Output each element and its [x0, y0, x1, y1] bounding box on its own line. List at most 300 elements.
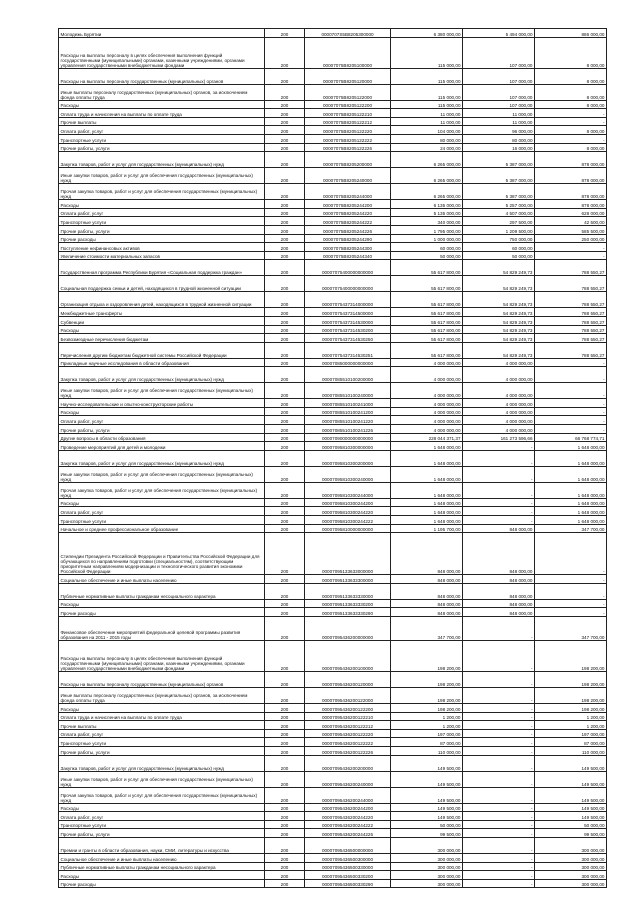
row-kbk-cell: 00007095436200244226	[305, 829, 391, 838]
row-kbk-cell: 00007095133633300000	[305, 575, 391, 584]
row-approved-cell: 55 617 800,00	[391, 260, 463, 276]
row-kbk-cell: 00007095436200200000	[305, 755, 391, 771]
row-executed-cell: 54 829 249,73	[463, 325, 535, 334]
row-approved-cell: 50 000,00	[391, 251, 463, 260]
row-kbk-cell: 00007095436200122226	[305, 746, 391, 755]
row-code-cell: 200	[265, 721, 305, 730]
row-unexecuted-cell: 1 648 000,00	[535, 442, 607, 451]
row-kbk-cell: 00007075В8205244226	[305, 225, 391, 234]
row-unexecuted-cell: -	[535, 358, 607, 367]
row-kbk-cell: 00007095436200122210	[305, 712, 391, 721]
row-code-cell: 200	[265, 641, 305, 672]
row-code-cell: 200	[265, 862, 305, 871]
row-unexecuted-cell: 1 200,00	[535, 712, 607, 721]
row-unexecuted-cell: 886 000,00	[535, 29, 607, 38]
row-kbk-cell: 00007095133633000000	[305, 533, 391, 575]
row-approved-cell: 1 200,00	[391, 721, 463, 730]
row-approved-cell: 4 000 000,00	[391, 416, 463, 425]
row-code-cell: 200	[265, 334, 305, 343]
row-executed-cell: -	[463, 507, 535, 516]
row-unexecuted-cell: 8 000,00	[535, 143, 607, 152]
table-row	[59, 68, 607, 84]
row-code-cell: 200	[265, 533, 305, 575]
table-row	[59, 442, 607, 451]
row-approved-cell: 149 500,00	[391, 755, 463, 771]
row-name-cell: Расходы	[59, 498, 265, 507]
table-row	[59, 712, 607, 721]
row-unexecuted-cell: 1 648 000,00	[535, 466, 607, 482]
table-row	[59, 109, 607, 118]
expenses-table-body	[59, 29, 607, 888]
row-approved-cell: 55 617 800,00	[391, 342, 463, 358]
row-unexecuted-cell: 197 000,00	[535, 729, 607, 738]
row-name-cell: Межбюджетные трансферты	[59, 308, 265, 317]
row-name-cell: Другие вопросы в области образования	[59, 433, 265, 442]
row-executed-cell: -	[463, 787, 535, 803]
row-executed-cell: -	[463, 641, 535, 672]
row-executed-cell: -	[463, 729, 535, 738]
row-unexecuted-cell: 198 200,00	[535, 704, 607, 713]
row-unexecuted-cell: 1 648 000,00	[535, 498, 607, 507]
table-row	[59, 243, 607, 252]
row-kbk-cell: 00007075В8205122212	[305, 117, 391, 126]
table-row	[59, 399, 607, 408]
row-unexecuted-cell: -	[535, 425, 607, 434]
row-unexecuted-cell: 1 648 000,00	[535, 450, 607, 466]
row-code-cell: 200	[265, 126, 305, 135]
row-kbk-cell: 00007075В8205100000	[305, 37, 391, 68]
row-approved-cell: 198 200,00	[391, 641, 463, 672]
row-code-cell: 200	[265, 243, 305, 252]
budget-report-sheet	[58, 28, 606, 888]
row-kbk-cell: 00007085510100241000	[305, 399, 391, 408]
row-unexecuted-cell: 300 000,00	[535, 879, 607, 888]
row-code-cell: 200	[265, 316, 305, 325]
row-approved-cell: 4 000 000,00	[391, 383, 463, 399]
row-approved-cell: 848 000,00	[391, 575, 463, 584]
row-kbk-cell: 00007095810300244222	[305, 516, 391, 525]
row-name-cell: Расходы на выплаты персоналу государственных (муниципальных) органов	[59, 68, 265, 84]
table-row	[59, 871, 607, 880]
table-row	[59, 168, 607, 184]
table-row	[59, 450, 607, 466]
row-executed-cell: 107 000,00	[463, 100, 535, 109]
row-kbk-cell: 00007075437314500000	[305, 308, 391, 317]
row-approved-cell: 55 617 800,00	[391, 292, 463, 308]
row-executed-cell: 16 000,00	[463, 143, 535, 152]
row-code-cell: 200	[265, 712, 305, 721]
row-code-cell: 200	[265, 367, 305, 383]
row-approved-cell: 55 617 800,00	[391, 334, 463, 343]
row-code-cell: 200	[265, 184, 305, 200]
table-row	[59, 862, 607, 871]
row-approved-cell: 24 000,00	[391, 143, 463, 152]
row-unexecuted-cell: 788 550,27	[535, 325, 607, 334]
row-kbk-cell: 00007095810300200000	[305, 450, 391, 466]
row-executed-cell: 60 000,00	[463, 243, 535, 252]
row-executed-cell: 161 273 596,66	[463, 433, 535, 442]
row-approved-cell: 115 000,00	[391, 84, 463, 100]
row-executed-cell: 54 829 249,73	[463, 308, 535, 317]
row-approved-cell: 99 500,00	[391, 829, 463, 838]
row-executed-cell: 1 209 500,00	[463, 225, 535, 234]
row-executed-cell: 848 000,00	[463, 608, 535, 617]
row-approved-cell: 848 000,00	[391, 599, 463, 608]
row-code-cell: 200	[265, 276, 305, 292]
row-kbk-cell: 0000707S5B8205300000	[305, 29, 391, 38]
row-unexecuted-cell: 788 550,27	[535, 260, 607, 276]
row-name-cell: Оплата работ, услуг	[59, 416, 265, 425]
row-name-cell: Транспортные услуги	[59, 134, 265, 143]
row-approved-cell: 55 617 800,00	[391, 325, 463, 334]
row-code-cell: 200	[265, 358, 305, 367]
row-approved-cell: 11 000,00	[391, 109, 463, 118]
row-executed-cell: -	[463, 837, 535, 853]
row-kbk-cell: 00007085510100241226	[305, 425, 391, 434]
row-approved-cell: 5 135 000,00	[391, 208, 463, 217]
row-unexecuted-cell: 149 500,00	[535, 812, 607, 821]
row-kbk-cell: 00007075437314530250	[305, 334, 391, 343]
row-approved-cell: 1 648 000,00	[391, 482, 463, 498]
expenses-table	[58, 28, 607, 888]
row-approved-cell: 4 000 000,00	[391, 367, 463, 383]
row-approved-cell: 198 200,00	[391, 672, 463, 688]
row-code-cell: 200	[265, 117, 305, 126]
row-approved-cell: 6 265 000,00	[391, 184, 463, 200]
row-approved-cell: 1 000 000,00	[391, 234, 463, 243]
row-code-cell: 200	[265, 599, 305, 608]
table-row	[59, 879, 607, 888]
row-unexecuted-cell: 788 550,27	[535, 292, 607, 308]
row-name-cell: Начальное и среднее профессиональное образование	[59, 524, 265, 533]
row-kbk-cell: 00007095810300240000	[305, 466, 391, 482]
row-kbk-cell: 00007095436200100000	[305, 641, 391, 672]
row-unexecuted-cell: 878 000,00	[535, 184, 607, 200]
row-kbk-cell: 00007095436200240000	[305, 771, 391, 787]
row-name-cell: Оплата труда и начисления на выплаты по оплате труда	[59, 712, 265, 721]
row-unexecuted-cell: -	[535, 243, 607, 252]
row-executed-cell: -	[463, 853, 535, 862]
row-name-cell: Безвозмездные перечисления бюджетам	[59, 334, 265, 343]
table-row	[59, 829, 607, 838]
row-unexecuted-cell: -	[535, 367, 607, 383]
table-row	[59, 583, 607, 599]
row-code-cell: 200	[265, 37, 305, 68]
row-code-cell: 200	[265, 200, 305, 209]
row-unexecuted-cell: -	[535, 575, 607, 584]
table-row	[59, 738, 607, 747]
row-kbk-cell: 00007095436200122000	[305, 688, 391, 704]
row-code-cell: 200	[265, 524, 305, 533]
row-executed-cell: -	[463, 721, 535, 730]
row-kbk-cell: 00007095436500300000	[305, 853, 391, 862]
row-name-cell: Расходы	[59, 200, 265, 209]
row-name-cell: Расходы	[59, 704, 265, 713]
row-approved-cell: 300 000,00	[391, 837, 463, 853]
row-code-cell: 200	[265, 383, 305, 399]
table-row	[59, 225, 607, 234]
row-name-cell: Транспортные услуги	[59, 738, 265, 747]
row-kbk-cell: 00007075В8205240000	[305, 168, 391, 184]
row-unexecuted-cell: 788 550,27	[535, 342, 607, 358]
row-name-cell: Поступление нефинансовых активов	[59, 243, 265, 252]
row-code-cell: 200	[265, 442, 305, 451]
row-name-cell: Расходы	[59, 803, 265, 812]
table-row	[59, 208, 607, 217]
row-executed-cell: -	[463, 450, 535, 466]
row-kbk-cell: 00007075В8205244220	[305, 208, 391, 217]
row-kbk-cell: 00007095436200120000	[305, 672, 391, 688]
table-row	[59, 482, 607, 498]
row-name-cell: Прочая закупка товаров, работ и услуг для обеспечения государственных (муниципальных) нужд	[59, 787, 265, 803]
row-kbk-cell: 00007075400000000000	[305, 276, 391, 292]
row-kbk-cell: 00007095436200122200	[305, 704, 391, 713]
row-name-cell: Иные закупки товаров, работ и услуг для обеспечения государственных (муниципальных) нужд	[59, 771, 265, 787]
row-approved-cell: 848 000,00	[391, 583, 463, 599]
row-executed-cell: -	[463, 738, 535, 747]
table-row	[59, 407, 607, 416]
row-name-cell: Прочие выплаты	[59, 117, 265, 126]
table-row	[59, 100, 607, 109]
row-approved-cell: 50 000,00	[391, 820, 463, 829]
table-row	[59, 260, 607, 276]
row-approved-cell: 55 617 800,00	[391, 276, 463, 292]
row-code-cell: 200	[265, 746, 305, 755]
row-code-cell: 200	[265, 820, 305, 829]
row-executed-cell: 5 257 000,00	[463, 200, 535, 209]
row-name-cell: Финансовое обеспечение мероприятий федеральной целевой программы развития образования на 2011 - 2015 годы	[59, 617, 265, 641]
row-approved-cell: 115 000,00	[391, 68, 463, 84]
row-code-cell: 200	[265, 433, 305, 442]
table-row	[59, 200, 607, 209]
row-kbk-cell: 00007095436200122222	[305, 738, 391, 747]
row-executed-cell: 54 829 249,73	[463, 260, 535, 276]
row-code-cell: 200	[265, 217, 305, 226]
row-kbk-cell: 00007075В8205244290	[305, 234, 391, 243]
row-approved-cell: 104 000,00	[391, 126, 463, 135]
row-code-cell: 200	[265, 498, 305, 507]
row-code-cell: 200	[265, 134, 305, 143]
row-name-cell: Иные закупки товаров, работ и услуг для обеспечения государственных (муниципальных) нужд	[59, 168, 265, 184]
table-row	[59, 342, 607, 358]
row-unexecuted-cell: 585 500,00	[535, 225, 607, 234]
row-unexecuted-cell: 1 648 000,00	[535, 516, 607, 525]
table-row	[59, 276, 607, 292]
row-unexecuted-cell: 1 648 000,00	[535, 507, 607, 516]
table-row	[59, 126, 607, 135]
row-unexecuted-cell: 8 000,00	[535, 68, 607, 84]
table-row	[59, 721, 607, 730]
row-approved-cell: 300 000,00	[391, 853, 463, 862]
row-unexecuted-cell: 878 000,00	[535, 168, 607, 184]
row-name-cell: Прочие расходы	[59, 879, 265, 888]
table-row	[59, 803, 607, 812]
row-name-cell: Расходы	[59, 100, 265, 109]
row-executed-cell: 107 000,00	[463, 84, 535, 100]
row-code-cell: 200	[265, 68, 305, 84]
table-row	[59, 383, 607, 399]
row-executed-cell: -	[463, 871, 535, 880]
row-unexecuted-cell: 42 500,00	[535, 217, 607, 226]
row-unexecuted-cell: 198 200,00	[535, 641, 607, 672]
row-unexecuted-cell: 878 000,00	[535, 152, 607, 168]
row-unexecuted-cell: 198 200,00	[535, 688, 607, 704]
row-executed-cell: -	[463, 712, 535, 721]
row-code-cell: 200	[265, 84, 305, 100]
row-code-cell: 200	[265, 29, 305, 38]
row-approved-cell: 6 265 000,00	[391, 168, 463, 184]
table-row	[59, 251, 607, 260]
row-unexecuted-cell: 788 550,27	[535, 276, 607, 292]
row-unexecuted-cell: -	[535, 383, 607, 399]
row-code-cell: 200	[265, 853, 305, 862]
row-executed-cell: 5 494 000,00	[463, 29, 535, 38]
row-unexecuted-cell: 110 000,00	[535, 746, 607, 755]
row-name-cell: Прочие работы, услуги	[59, 746, 265, 755]
row-name-cell: Расходы на выплаты персоналу в целях обеспечения выполнения функций государственными (муниципальными) органами, казенными учреждениями, органами управления государственными внебюджетными фондами	[59, 37, 265, 68]
table-row	[59, 416, 607, 425]
row-executed-cell: -	[463, 746, 535, 755]
row-code-cell: 200	[265, 738, 305, 747]
row-name-cell: Закупка товаров, работ и услуг для государственных (муниципальных) нужд	[59, 450, 265, 466]
row-executed-cell: -	[463, 829, 535, 838]
row-approved-cell: 300 000,00	[391, 862, 463, 871]
row-name-cell: Социальное обеспечение и иные выплаты населению	[59, 575, 265, 584]
row-approved-cell: 1 195 700,00	[391, 524, 463, 533]
row-code-cell: 200	[265, 879, 305, 888]
row-executed-cell: 54 829 249,73	[463, 292, 535, 308]
table-row	[59, 672, 607, 688]
row-approved-cell: 6 265 000,00	[391, 152, 463, 168]
row-code-cell: 200	[265, 704, 305, 713]
row-executed-cell: -	[463, 688, 535, 704]
row-kbk-cell: 00007075В8205120000	[305, 68, 391, 84]
row-code-cell: 200	[265, 688, 305, 704]
row-kbk-cell: 00007095436500000000	[305, 837, 391, 853]
row-unexecuted-cell: 347 700,00	[535, 617, 607, 641]
row-kbk-cell: 00007075В8205122200	[305, 100, 391, 109]
row-kbk-cell: 00007095436200244222	[305, 820, 391, 829]
row-executed-cell: -	[463, 482, 535, 498]
table-row	[59, 812, 607, 821]
row-executed-cell: -	[463, 704, 535, 713]
row-kbk-cell: 00007075В8205244200	[305, 200, 391, 209]
row-kbk-cell: 00007095133633330290	[305, 608, 391, 617]
row-name-cell: Государственная программа Республики Бурятия «Социальная поддержка граждан»	[59, 260, 265, 276]
row-unexecuted-cell: -	[535, 117, 607, 126]
row-kbk-cell: 00007095133633330200	[305, 599, 391, 608]
row-code-cell: 200	[265, 260, 305, 276]
row-name-cell: Расходы	[59, 325, 265, 334]
row-kbk-cell: 00007075В8205200000	[305, 152, 391, 168]
table-row	[59, 84, 607, 100]
row-code-cell: 200	[265, 399, 305, 408]
row-name-cell: Прочие работы, услуги	[59, 829, 265, 838]
row-code-cell: 200	[265, 812, 305, 821]
row-unexecuted-cell: 149 500,00	[535, 787, 607, 803]
row-kbk-cell: 00007075В8205244222	[305, 217, 391, 226]
table-row	[59, 688, 607, 704]
row-code-cell: 200	[265, 109, 305, 118]
table-row	[59, 608, 607, 617]
row-approved-cell: 6 135 000,00	[391, 200, 463, 209]
row-name-cell: Расходы на выплаты персоналу в целях обеспечения выполнения функций государственными (муниципальными) органами, казенными учреждениями, органами управления государственными внебюджетными фондами	[59, 641, 265, 672]
row-name-cell: Прочие работы, услуги	[59, 225, 265, 234]
row-kbk-cell: 00007095436500330290	[305, 879, 391, 888]
row-unexecuted-cell: -	[535, 407, 607, 416]
row-code-cell: 200	[265, 729, 305, 738]
row-code-cell: 200	[265, 755, 305, 771]
row-kbk-cell: 00007075В8205244300	[305, 243, 391, 252]
row-code-cell: 200	[265, 342, 305, 358]
row-name-cell: Стипендии Президента Российской Федерации и Правительства Российской Федерации для обучающихся по направлениям подготовки (специальностям), соответствующим приоритетным направлениям модернизации и технологического развития экономики Российской Федерации	[59, 533, 265, 575]
row-approved-cell: 848 000,00	[391, 608, 463, 617]
row-approved-cell: 848 000,00	[391, 533, 463, 575]
table-row	[59, 134, 607, 143]
table-row	[59, 524, 607, 533]
row-approved-cell: 4 000 000,00	[391, 399, 463, 408]
row-code-cell: 200	[265, 325, 305, 334]
row-kbk-cell: 00007095810300244200	[305, 498, 391, 507]
row-name-cell: Премии и гранты в области образования, науки, СМИ, литературы и искусства	[59, 837, 265, 853]
row-approved-cell: 1 648 000,00	[391, 507, 463, 516]
row-name-cell: Прочие расходы	[59, 608, 265, 617]
row-name-cell: Прочая закупка товаров, работ и услуг для обеспечения государственных (муниципальных) нужд	[59, 482, 265, 498]
row-name-cell: Субвенции	[59, 316, 265, 325]
table-row	[59, 334, 607, 343]
row-unexecuted-cell: 1 200,00	[535, 721, 607, 730]
row-executed-cell: 4 000 000,00	[463, 367, 535, 383]
table-row	[59, 184, 607, 200]
row-executed-cell: 96 000,00	[463, 126, 535, 135]
row-name-cell: Расходы	[59, 407, 265, 416]
row-name-cell: Публичные нормативные выплаты гражданам несоциального характера	[59, 862, 265, 871]
row-approved-cell: 4 000 000,00	[391, 407, 463, 416]
row-unexecuted-cell: -	[535, 599, 607, 608]
row-name-cell: Молодежь Бурятии	[59, 29, 265, 38]
row-name-cell: Прочие выплаты	[59, 721, 265, 730]
row-executed-cell: 54 829 249,73	[463, 276, 535, 292]
row-executed-cell: 297 500,00	[463, 217, 535, 226]
row-executed-cell: 107 000,00	[463, 37, 535, 68]
table-row	[59, 152, 607, 168]
row-name-cell: Транспортные услуги	[59, 516, 265, 525]
row-executed-cell: 11 000,00	[463, 117, 535, 126]
row-unexecuted-cell: 99 500,00	[535, 829, 607, 838]
row-name-cell: Закупка товаров, работ и услуг для государственных (муниципальных) нужд	[59, 367, 265, 383]
row-executed-cell: 4 000 000,00	[463, 358, 535, 367]
row-approved-cell: 347 700,00	[391, 617, 463, 641]
row-approved-cell: 300 000,00	[391, 879, 463, 888]
row-executed-cell: -	[463, 442, 535, 451]
row-executed-cell: 5 387 000,00	[463, 184, 535, 200]
row-kbk-cell: 00007095436200122212	[305, 721, 391, 730]
row-approved-cell: 198 200,00	[391, 688, 463, 704]
row-executed-cell: 50 000,00	[463, 251, 535, 260]
row-code-cell: 200	[265, 308, 305, 317]
row-approved-cell: 1 795 000,00	[391, 225, 463, 234]
row-name-cell: Расходы	[59, 871, 265, 880]
table-row	[59, 217, 607, 226]
table-row	[59, 498, 607, 507]
row-kbk-cell: 00007085510100200000	[305, 367, 391, 383]
table-row	[59, 433, 607, 442]
row-unexecuted-cell: 300 000,00	[535, 862, 607, 871]
row-name-cell: Иные закупки товаров, работ и услуг для обеспечения государственных (муниципальных) нужд	[59, 466, 265, 482]
row-unexecuted-cell: -	[535, 109, 607, 118]
row-name-cell: Иные выплаты персоналу государственных (муниципальных) органов, за исключением фонда оплаты труда	[59, 84, 265, 100]
row-kbk-cell: 00007095436200244220	[305, 812, 391, 821]
